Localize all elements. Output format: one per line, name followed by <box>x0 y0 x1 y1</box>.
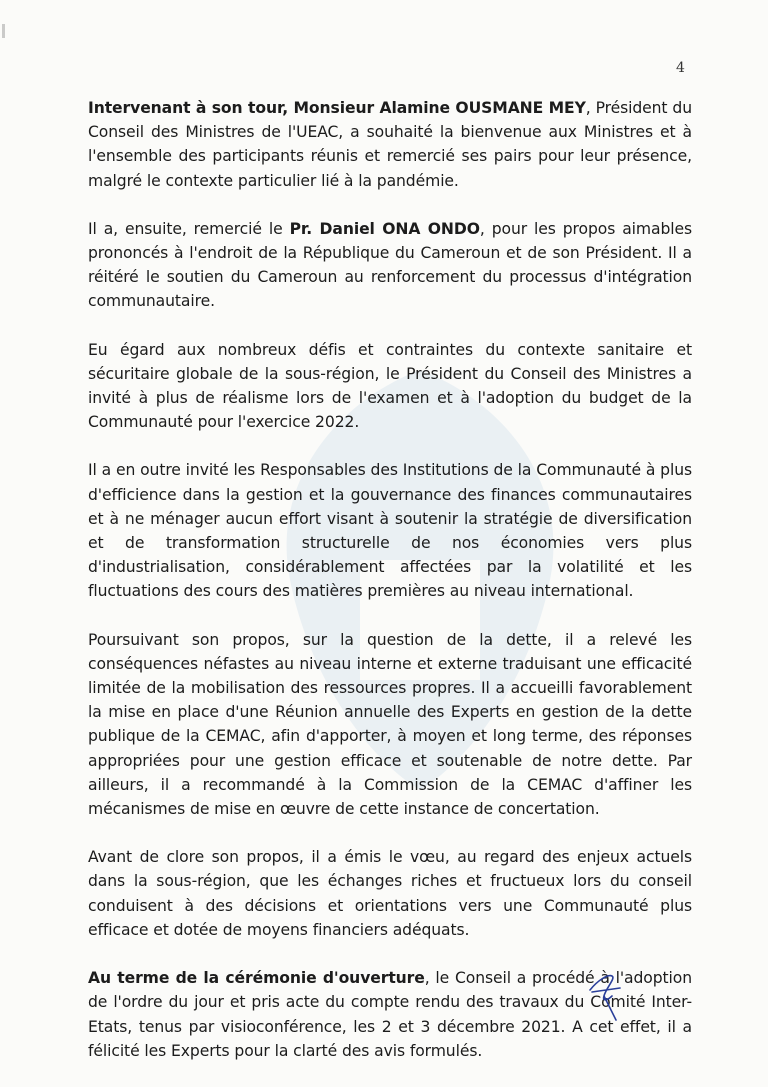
paragraph-6-text: Avant de clore son propos, il a émis le vœu, au regard des enjeux actuels dans la sous-région, que les échanges riches et fructueux lors du conseil conduisent à des décisions et orientations vers une Communauté plus efficace et dotée de moyens financiers adéquats. <box>88 848 692 939</box>
scan-artifact <box>2 24 5 38</box>
paragraph-7-text: , le Conseil a procédé à l'adoption de l'ordre du jour et pris acte du compte rendu des travaux du Comité Inter-Etats, tenus par visioconférence, les 2 et 3 décembre 2021. A cet effet, il a félicité les Experts pour la clarté des avis formulés. <box>88 969 692 1060</box>
paragraph-4 <box>88 458 692 603</box>
paragraph-1 <box>88 96 692 193</box>
paragraph-5-text: Poursuivant son propos, sur la question de la dette, il a relevé les conséquences néfastes au niveau interne et externe traduisant une efficacité limitée de la mobilisation des ressources propres. Il a accueilli favorablement la mise en place d'une Réunion annuelle des Experts en gestion de la dette publique de la CEMAC, afin d'apporter, à moyen et long terme, des réponses appropriées pour une gestion efficace et soutenable de notre dette. Par ailleurs, il a recommandé à la Commission de la CEMAC d'affiner les mécanismes de mise en œuvre de cette instance de concertation. <box>88 630 692 819</box>
paragraph-6 <box>88 845 692 942</box>
paragraph-1-text: , Président du Conseil des Ministres de l'UEAC, a souhaité la bienvenue aux Ministres et à l'ensemble des participants réunis et remercié ses pairs pour leur présence, malgré le contexte particulier lié à la pandémie. <box>88 99 692 190</box>
initials-signature <box>586 970 626 1026</box>
paragraph-3 <box>88 338 692 435</box>
page-number: 4 <box>676 60 685 76</box>
paragraph-3-text: Eu égard aux nombreux défis et contraintes du contexte sanitaire et sécuritaire globale de la sous-région, le Président du Conseil des Ministres a invité à plus de réalisme lors de l'examen et à l'adoption du budget de la Communauté pour l'exercice 2022. <box>88 340 692 432</box>
paragraph-1-bold-lead: Intervenant à son tour, Monsieur Alamine OUSMANE MEY <box>88 99 586 117</box>
paragraph-2 <box>88 217 692 314</box>
document-body <box>88 96 692 1087</box>
paragraph-2-text-after: , pour les propos aimables prononcés à l'endroit de la République du Cameroun et de son Président. Il a réitéré le soutien du Cameroun au renforcement du processus d'intégration communautaire. <box>88 219 692 311</box>
paragraph-2-text-before: Il a, ensuite, remercié le <box>88 219 290 238</box>
paragraph-7-bold-lead: Au terme de la cérémonie d'ouverture <box>88 969 425 988</box>
paragraph-4-text: Il a en outre invité les Responsables des Institutions de la Communauté à plus d'efficience dans la gestion et la gouvernance des finances communautaires et à ne ménager aucun effort visant à soutenir la stratégie de diversification et de transformation structurelle de nos économies vers plus d'industrialisation, considérablement affectées par la volatilité et les fluctuations des cours des matières premières au niveau international. <box>88 461 692 601</box>
paragraph-5 <box>88 628 692 822</box>
paragraph-2-bold-name: Pr. Daniel ONA ONDO <box>289 219 480 238</box>
